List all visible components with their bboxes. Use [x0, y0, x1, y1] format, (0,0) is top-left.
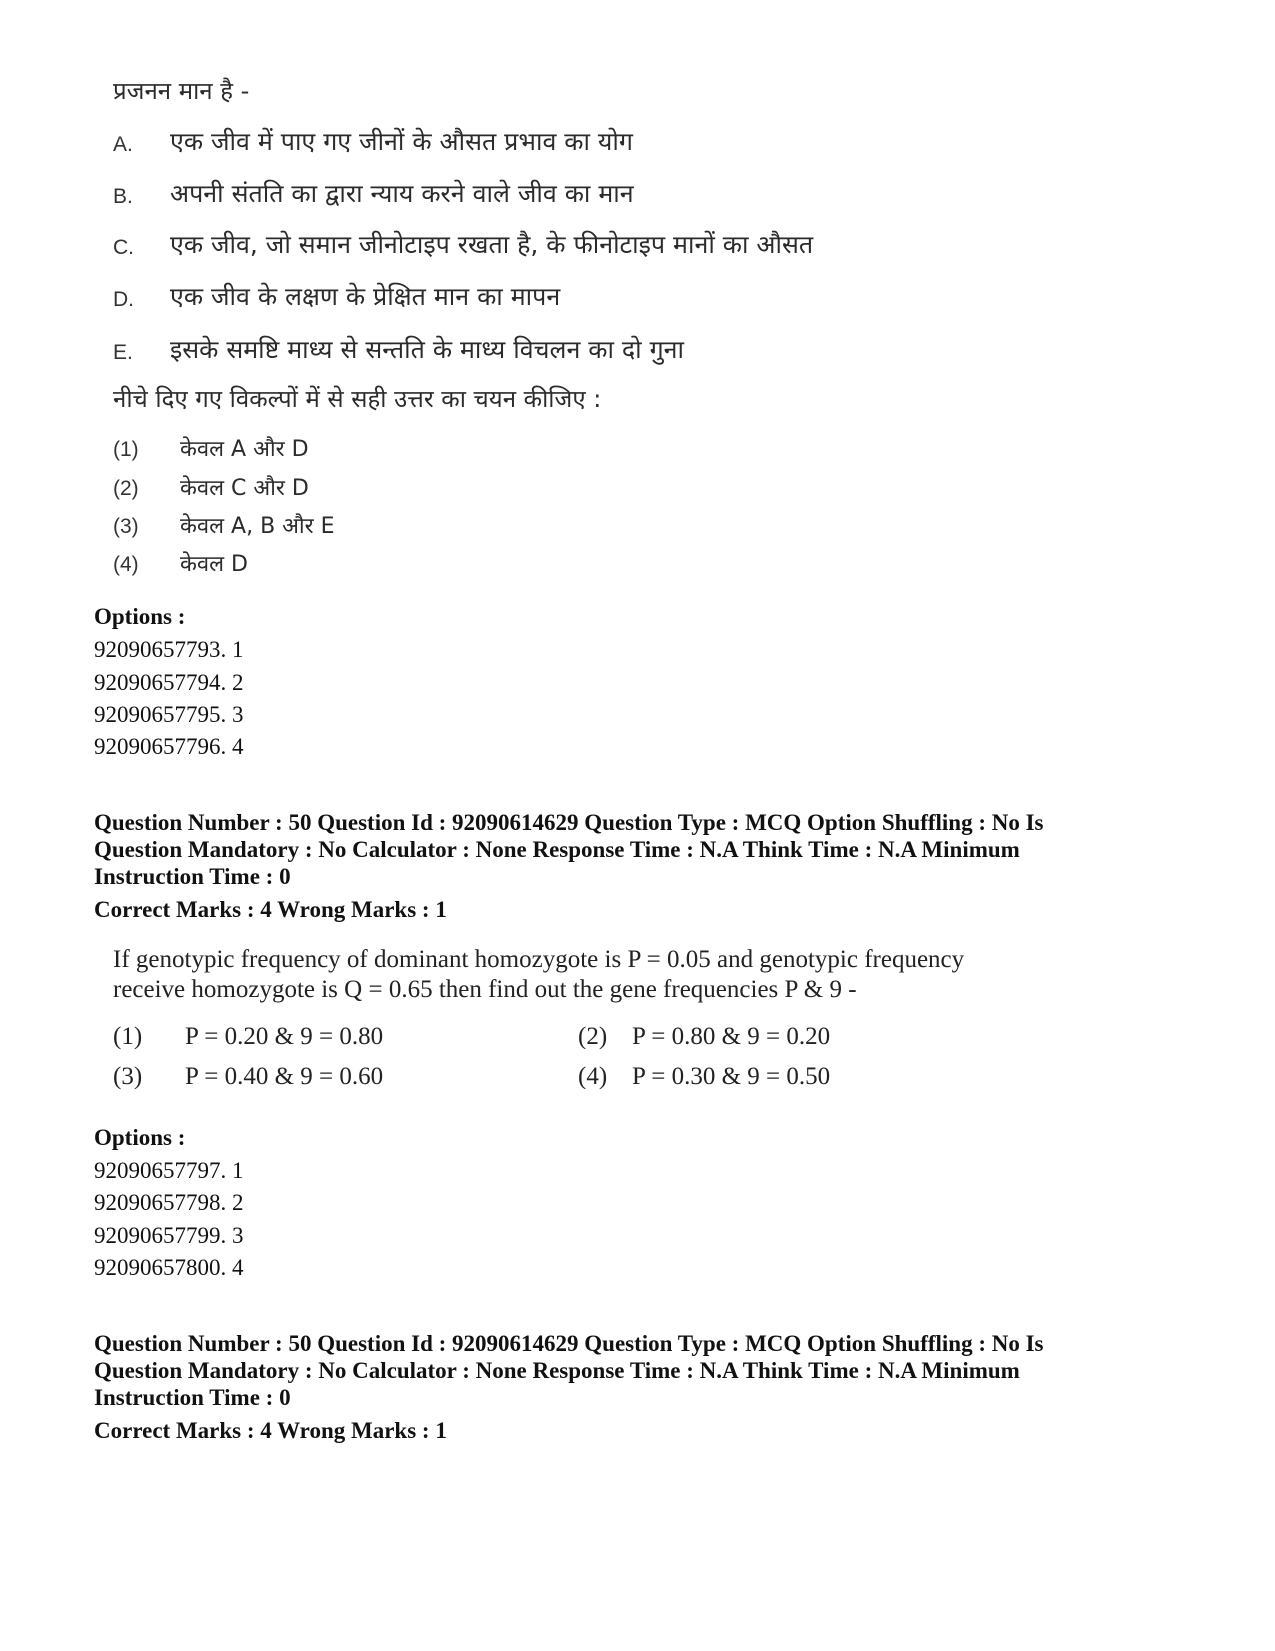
statement-letter: C. — [113, 236, 134, 259]
choice-text: P = 0.40 & 9 = 0.60 — [185, 1063, 384, 1090]
choice-text: P = 0.80 & 9 = 0.20 — [632, 1023, 831, 1050]
statement-text: अपनी संतति का द्वारा न्याय करने वाले जीव का मान — [170, 179, 634, 208]
marks-line: Correct Marks : 4 Wrong Marks : 1 — [94, 1418, 447, 1443]
statement-letter: A. — [113, 133, 133, 156]
option-line: 92090657796. 4 — [94, 734, 244, 759]
choice-number: (3) — [113, 1063, 143, 1090]
option-line: 92090657794. 2 — [94, 670, 244, 695]
english-question-line: If genotypic frequency of dominant homozygote is P = 0.05 and genotypic frequency — [113, 946, 965, 973]
choice-number: (1) — [113, 438, 139, 461]
choice-number: (4) — [578, 1063, 608, 1090]
question-meta-line: Instruction Time : 0 — [94, 1385, 291, 1410]
statement-letter: D. — [113, 288, 134, 311]
choice-number: (1) — [113, 1023, 143, 1050]
choice-text: केवल A और D — [180, 437, 309, 462]
question-meta-line: Question Mandatory : No Calculator : None Response Time : N.A Think Time : N.A Minimum — [94, 1358, 1020, 1383]
question-meta-line: Instruction Time : 0 — [94, 864, 291, 889]
options-label: Options : — [94, 604, 186, 629]
option-line: 92090657798. 2 — [94, 1190, 244, 1215]
option-line: 92090657795. 3 — [94, 702, 244, 727]
marks-line: Correct Marks : 4 Wrong Marks : 1 — [94, 897, 447, 922]
hindi-instruction: नीचे दिए गए विकल्पों में से सही उत्तर का चयन कीजिए : — [113, 385, 602, 413]
statement-text: एक जीव में पाए गए जीनों के औसत प्रभाव का योग — [170, 127, 633, 156]
statement-letter: E. — [113, 341, 133, 364]
hindi-question-stem: प्रजनन मान है - — [113, 77, 250, 105]
option-line: 92090657800. 4 — [94, 1255, 244, 1280]
statement-text: एक जीव, जो समान जीनोटाइप रखता है, के फीनोटाइप मानों का औसत — [170, 230, 814, 259]
option-line: 92090657799. 3 — [94, 1223, 244, 1248]
statement-text: एक जीव के लक्षण के प्रेक्षित मान का मापन — [170, 282, 561, 311]
choice-text: P = 0.20 & 9 = 0.80 — [185, 1023, 384, 1050]
choice-number: (2) — [113, 477, 139, 500]
question-meta-line: Question Number : 50 Question Id : 92090614629 Question Type : MCQ Option Shuffling : No Is — [94, 1331, 1044, 1356]
options-label: Options : — [94, 1125, 186, 1150]
choice-number: (4) — [113, 553, 139, 576]
english-question-line: receive homozygote is Q = 0.65 then find out the gene frequencies P & 9 - — [113, 976, 857, 1003]
choice-text: केवल A, B और E — [180, 514, 335, 539]
question-meta-line: Question Number : 50 Question Id : 92090614629 Question Type : MCQ Option Shuffling : No Is — [94, 810, 1044, 835]
statement-letter: B. — [113, 185, 133, 208]
option-line: 92090657797. 1 — [94, 1158, 244, 1183]
choice-text: P = 0.30 & 9 = 0.50 — [632, 1063, 831, 1090]
choice-text: केवल C और D — [180, 476, 309, 501]
option-line: 92090657793. 1 — [94, 637, 244, 662]
choice-number: (2) — [578, 1023, 608, 1050]
question-meta-line: Question Mandatory : No Calculator : None Response Time : N.A Think Time : N.A Minimum — [94, 837, 1020, 862]
choice-number: (3) — [113, 515, 139, 538]
statement-text: इसके समष्टि माध्य से सन्तति के माध्य विचलन का दो गुना — [170, 335, 685, 364]
choice-text: केवल D — [180, 552, 248, 577]
